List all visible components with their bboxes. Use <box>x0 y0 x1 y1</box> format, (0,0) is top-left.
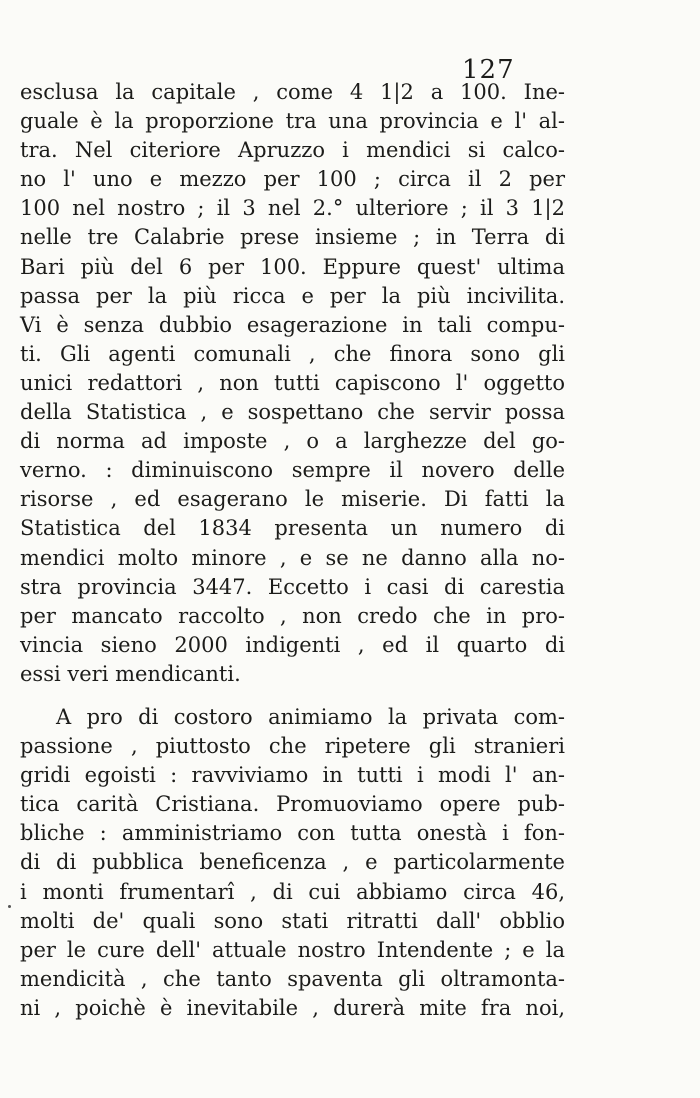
text-line: no l' uno e mezzo per 100 ; circa il 2 per <box>20 167 565 192</box>
text-line: Bari più del 6 per 100. Eppure quest' ultima <box>20 254 565 279</box>
text-line: guale è la proporzione tra una provincia e l' al- <box>20 109 565 134</box>
text-line: gridi egoisti : ravviviamo in tutti i modi l' an- <box>20 763 565 788</box>
text-line: stra provincia 3447. Eccetto i casi di carestia <box>20 574 565 599</box>
text-line: di norma ad imposte , o a larghezze del go- <box>20 429 565 454</box>
text-line: essi veri mendicanti. <box>20 661 241 686</box>
text-line: bliche : amministriamo con tutta onestà i fon- <box>20 821 565 846</box>
body-text <box>20 78 565 1023</box>
text-line: esclusa la capitale , come 4 1|2 a 100. Ine- <box>20 80 565 104</box>
text-line: Statistica del 1834 presenta un numero di <box>20 516 565 541</box>
text-line: verno. : diminuiscono sempre il novero delle <box>20 458 565 483</box>
text-line: 100 nel nostro ; il 3 nel 2.° ulteriore ; il 3 1|2 <box>20 196 565 221</box>
text-line: della Statistica , e sospettano che servir possa <box>20 400 565 425</box>
text-line: Vi è senza dubbio esagerazione in tali compu- <box>20 312 565 337</box>
margin-mark <box>8 905 11 908</box>
text-line: di di pubblica beneficenza , e particolarmente <box>20 850 565 875</box>
paragraph-gap <box>20 689 565 703</box>
paragraph-2 <box>20 703 565 1023</box>
text-line: mendicità , che tanto spaventa gli oltramonta- <box>20 966 565 991</box>
text-line: A pro di costoro animiamo la privata com- <box>56 704 565 729</box>
text-line: nelle tre Calabrie prese insieme ; in Terra di <box>20 225 565 250</box>
text-line: per mancato raccolto , non credo che in pro- <box>20 603 565 628</box>
text-line: passa per la più ricca e per la più incivilita. <box>20 283 565 308</box>
text-line: unici redattori , non tutti capiscono l' oggetto <box>20 370 565 395</box>
text-line: mendici molto minore , e se ne danno alla no- <box>20 545 565 570</box>
text-line: risorse , ed esagerano le miserie. Di fatti la <box>20 487 565 512</box>
text-line: tica carità Cristiana. Promuoviamo opere pub- <box>20 792 565 817</box>
text-line: ti. Gli agenti comunali , che finora sono gli <box>20 341 565 366</box>
text-line: i monti frumentarî , di cui abbiamo circa 46, <box>20 879 565 904</box>
text-line: passione , piuttosto che ripetere gli stranieri <box>20 734 565 759</box>
text-line: vincia sieno 2000 indigenti , ed il quarto di <box>20 632 565 657</box>
text-line: per le cure dell' attuale nostro Intendente ; e la <box>20 937 565 962</box>
page-number: 127 <box>462 55 515 85</box>
text-line: tra. Nel citeriore Apruzzo i mendici si calco- <box>20 138 565 163</box>
text-line: ni , poichè è inevitabile , durerà mite fra noi, <box>20 995 565 1020</box>
text-line: molti de' quali sono stati ritratti dall' obblio <box>20 908 565 933</box>
paragraph-1 <box>20 78 565 689</box>
